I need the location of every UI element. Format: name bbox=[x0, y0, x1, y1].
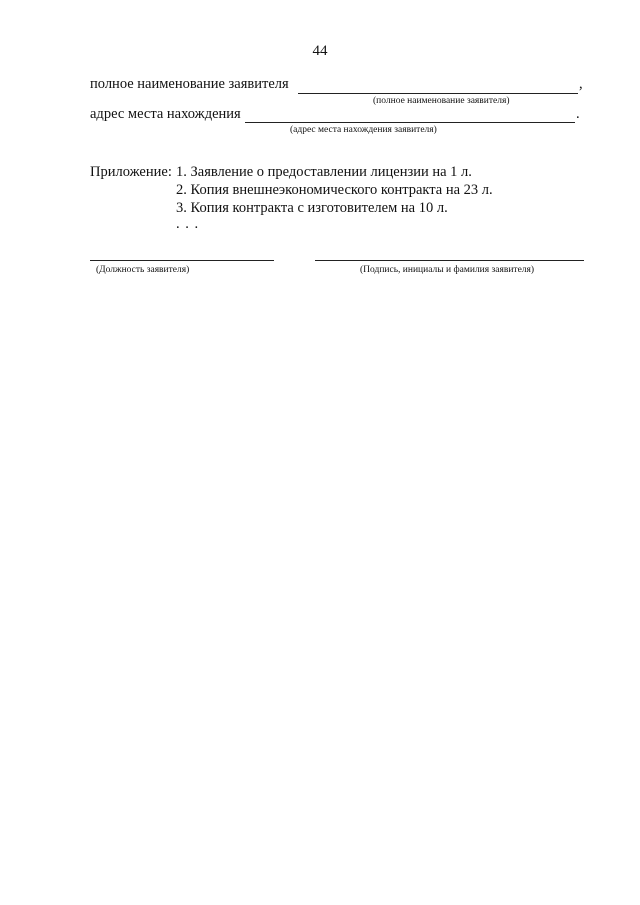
applicant-address-period: . bbox=[576, 106, 580, 122]
attachments-ellipsis: . . . bbox=[176, 216, 200, 232]
position-field-line bbox=[90, 260, 274, 261]
applicant-address-label: адрес места нахождения bbox=[90, 106, 241, 122]
position-hint: (Должность заявителя) bbox=[96, 265, 190, 275]
signature-hint: (Подпись, инициалы и фамилия заявителя) bbox=[360, 265, 535, 275]
applicant-address-hint: (адрес места нахождения заявителя) bbox=[290, 125, 437, 135]
signature-field-line bbox=[315, 260, 584, 261]
page-number: 44 bbox=[312, 43, 328, 59]
applicant-name-hint: (полное наименование заявителя) bbox=[373, 96, 510, 106]
applicant-name-label: полное наименование заявителя bbox=[90, 76, 289, 92]
applicant-name-comma: , bbox=[579, 76, 583, 92]
applicant-address-field-line bbox=[245, 122, 575, 123]
attachments-heading: Приложение: bbox=[90, 164, 172, 180]
attachment-item: 3. Копия контракта с изготовителем на 10 л. bbox=[176, 200, 448, 216]
applicant-name-field-line bbox=[298, 93, 578, 94]
attachment-item: 1. Заявление о предоставлении лицензии на 1 л. bbox=[176, 164, 472, 180]
attachment-item: 2. Копия внешнеэкономического контракта на 23 л. bbox=[176, 182, 493, 198]
